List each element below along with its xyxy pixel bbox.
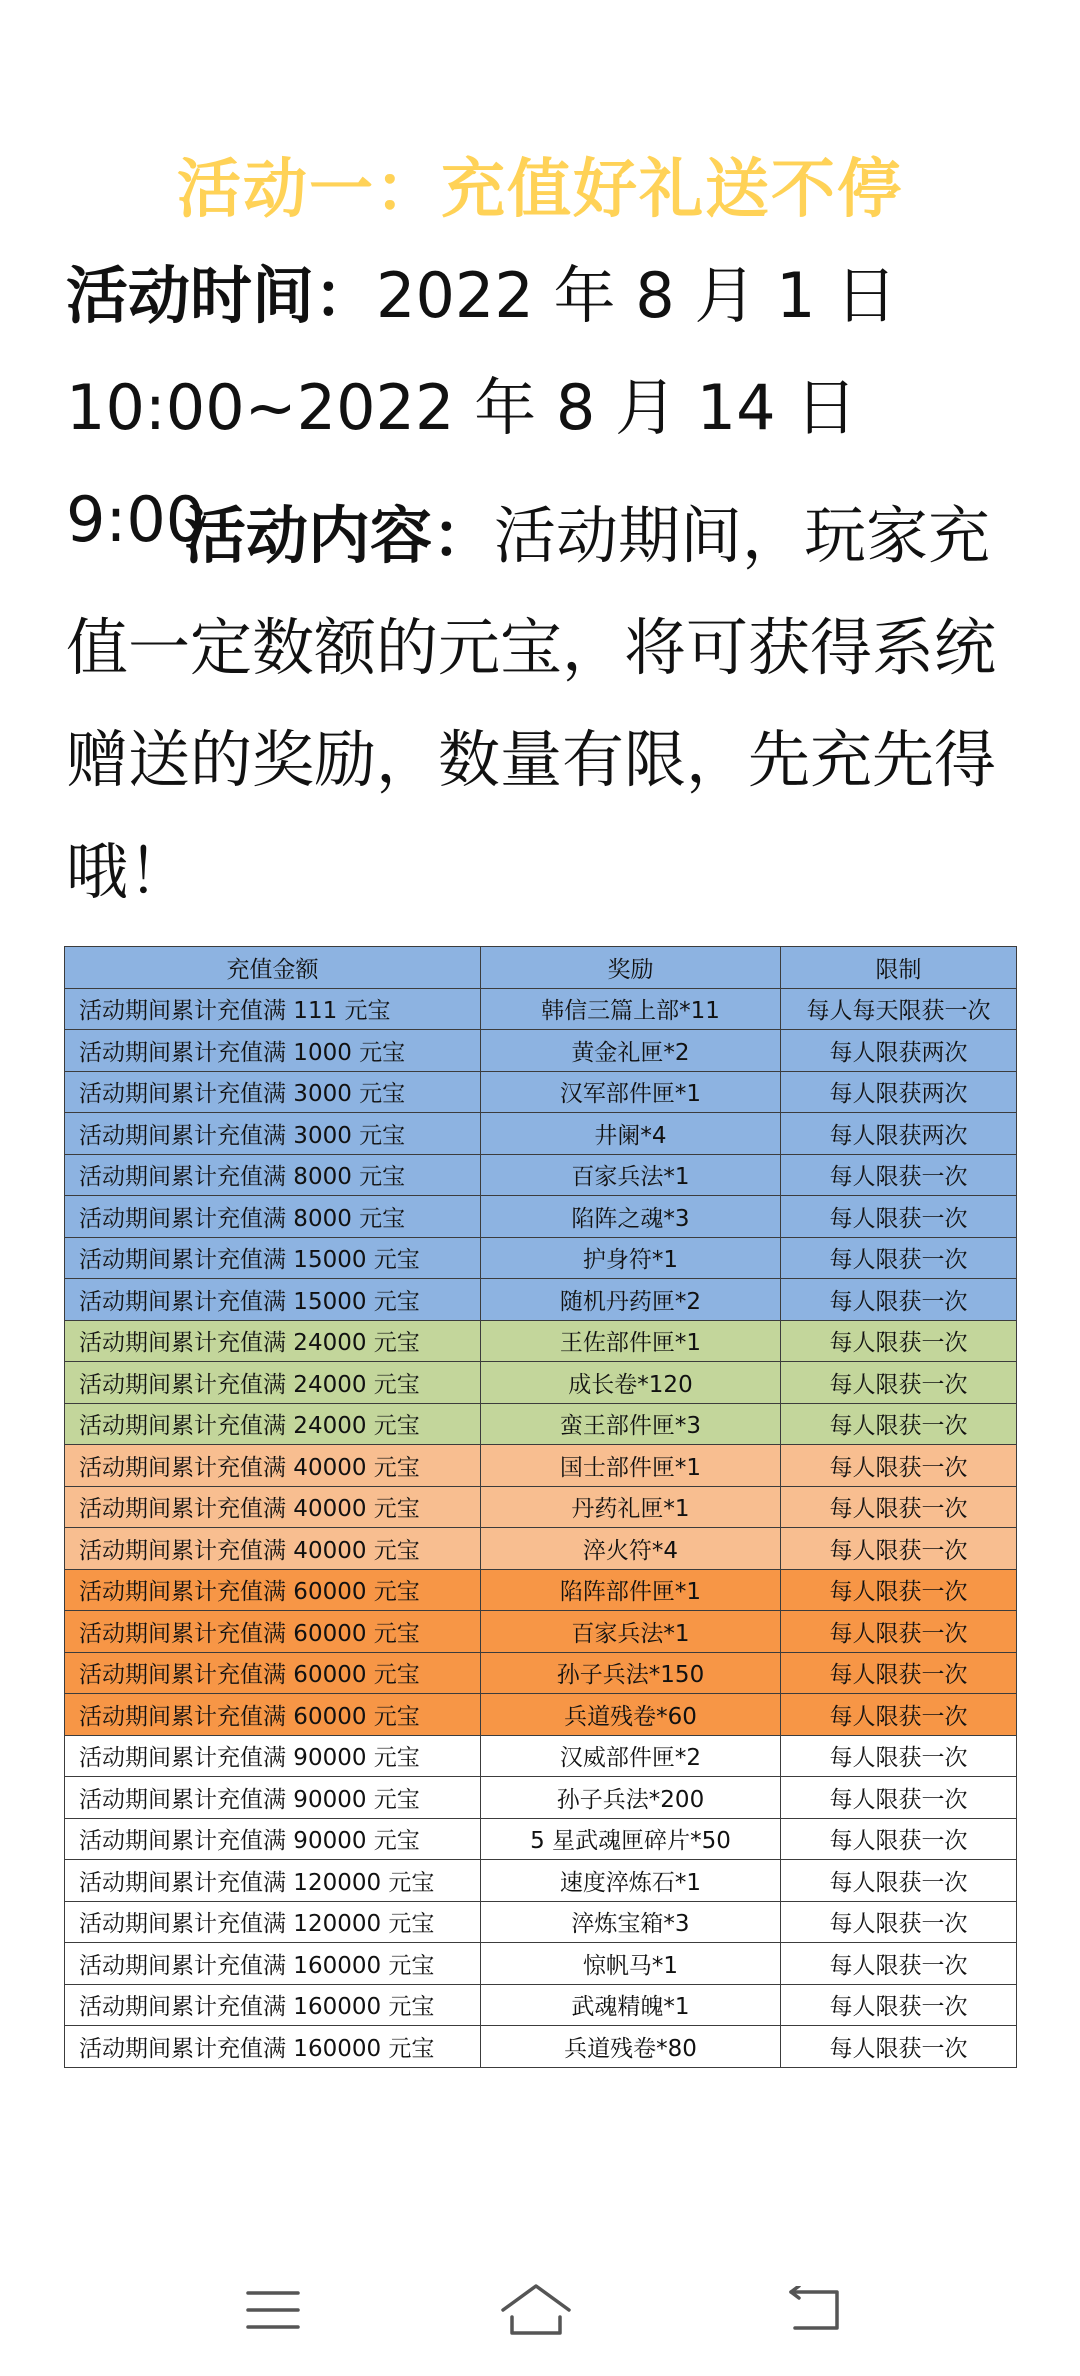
- event-content: [66, 480, 1016, 928]
- home-icon: [500, 2283, 572, 2337]
- limit-cell: 每人限获一次: [781, 1777, 1017, 1819]
- header-limit: 限制: [781, 947, 1017, 989]
- limit-cell: 每人限获一次: [781, 1154, 1017, 1196]
- table-row: [65, 1113, 1017, 1155]
- limit-cell: 每人限获一次: [781, 1652, 1017, 1694]
- limit-cell: 每人每天限获一次: [781, 988, 1017, 1030]
- reward-cell: 井阑*4: [481, 1113, 781, 1155]
- table-row: [65, 1237, 1017, 1279]
- amount-cell: 活动期间累计充值满 24000 元宝: [65, 1362, 481, 1404]
- reward-cell: 惊帆马*1: [481, 1943, 781, 1985]
- reward-cell: 王佐部件匣*1: [481, 1320, 781, 1362]
- reward-cell: 孙子兵法*200: [481, 1777, 781, 1819]
- limit-cell: 每人限获一次: [781, 1901, 1017, 1943]
- amount-cell: 活动期间累计充值满 40000 元宝: [65, 1445, 481, 1487]
- amount-cell: 活动期间累计充值满 8000 元宝: [65, 1154, 481, 1196]
- reward-cell: 武魂精魄*1: [481, 1984, 781, 2026]
- reward-cell: 韩信三篇上部*11: [481, 988, 781, 1030]
- limit-cell: 每人限获两次: [781, 1030, 1017, 1072]
- amount-cell: 活动期间累计充值满 120000 元宝: [65, 1860, 481, 1902]
- reward-cell: 兵道残卷*60: [481, 1694, 781, 1736]
- reward-cell: 陷阵部件匣*1: [481, 1569, 781, 1611]
- limit-cell: 每人限获一次: [781, 1237, 1017, 1279]
- limit-cell: 每人限获一次: [781, 1528, 1017, 1570]
- amount-cell: 活动期间累计充值满 60000 元宝: [65, 1652, 481, 1694]
- reward-cell: 黄金礼匣*2: [481, 1030, 781, 1072]
- limit-cell: 每人限获一次: [781, 1694, 1017, 1736]
- reward-cell: 淬炼宝箱*3: [481, 1901, 781, 1943]
- amount-cell: 活动期间累计充值满 90000 元宝: [65, 1735, 481, 1777]
- amount-cell: 活动期间累计充值满 40000 元宝: [65, 1486, 481, 1528]
- limit-cell: 每人限获一次: [781, 1984, 1017, 2026]
- amount-cell: 活动期间累计充值满 24000 元宝: [65, 1403, 481, 1445]
- amount-cell: 活动期间累计充值满 3000 元宝: [65, 1113, 481, 1155]
- amount-cell: 活动期间累计充值满 160000 元宝: [65, 1943, 481, 1985]
- limit-cell: 每人限获一次: [781, 1486, 1017, 1528]
- limit-cell: 每人限获一次: [781, 1818, 1017, 1860]
- table-row: [65, 2026, 1017, 2068]
- amount-cell: 活动期间累计充值满 40000 元宝: [65, 1528, 481, 1570]
- limit-cell: 每人限获两次: [781, 1071, 1017, 1113]
- limit-cell: 每人限获一次: [781, 1611, 1017, 1653]
- amount-cell: 活动期间累计充值满 60000 元宝: [65, 1694, 481, 1736]
- home-button[interactable]: [481, 2270, 591, 2350]
- amount-cell: 活动期间累计充值满 120000 元宝: [65, 1901, 481, 1943]
- table-row: [65, 1486, 1017, 1528]
- event-content-value: 活动期间，玩家充值一定数额的元宝，将可获得系统赠送的奖励，数量有限，先充先得哦！: [66, 499, 997, 908]
- reward-cell: 淬火符*4: [481, 1528, 781, 1570]
- limit-cell: 每人限获一次: [781, 1362, 1017, 1404]
- table-row: [65, 1735, 1017, 1777]
- amount-cell: 活动期间累计充值满 90000 元宝: [65, 1777, 481, 1819]
- limit-cell: 每人限获一次: [781, 2026, 1017, 2068]
- amount-cell: 活动期间累计充值满 160000 元宝: [65, 2026, 481, 2068]
- limit-cell: 每人限获一次: [781, 1735, 1017, 1777]
- limit-cell: 每人限获一次: [781, 1279, 1017, 1321]
- table-row: [65, 1569, 1017, 1611]
- amount-cell: 活动期间累计充值满 8000 元宝: [65, 1196, 481, 1238]
- limit-cell: 每人限获两次: [781, 1113, 1017, 1155]
- reward-cell: 汉军部件匣*1: [481, 1071, 781, 1113]
- limit-cell: 每人限获一次: [781, 1445, 1017, 1487]
- table-row: [65, 1279, 1017, 1321]
- reward-cell: 百家兵法*1: [481, 1611, 781, 1653]
- limit-cell: 每人限获一次: [781, 1403, 1017, 1445]
- limit-cell: 每人限获一次: [781, 1860, 1017, 1902]
- amount-cell: 活动期间累计充值满 160000 元宝: [65, 1984, 481, 2026]
- reward-cell: 随机丹药匣*2: [481, 1279, 781, 1321]
- table-row: [65, 988, 1017, 1030]
- table-row: [65, 1943, 1017, 1985]
- page-title: 活动一：充值好礼送不停: [177, 153, 903, 227]
- table-row: [65, 1901, 1017, 1943]
- table-row: [65, 1652, 1017, 1694]
- reward-table-container: [64, 946, 1016, 2068]
- table-body: [65, 988, 1017, 2067]
- reward-cell: 百家兵法*1: [481, 1154, 781, 1196]
- table-header-row: [65, 947, 1017, 989]
- table-row: [65, 1611, 1017, 1653]
- limit-cell: 每人限获一次: [781, 1196, 1017, 1238]
- reward-cell: 国士部件匣*1: [481, 1445, 781, 1487]
- reward-cell: 护身符*1: [481, 1237, 781, 1279]
- table-row: [65, 1196, 1017, 1238]
- table-row: [65, 1320, 1017, 1362]
- limit-cell: 每人限获一次: [781, 1943, 1017, 1985]
- reward-cell: 5 星武魂匣碎片*50: [481, 1818, 781, 1860]
- reward-cell: 汉威部件匣*2: [481, 1735, 781, 1777]
- header-amount: 充值金额: [65, 947, 481, 989]
- limit-cell: 每人限获一次: [781, 1320, 1017, 1362]
- header-reward: 奖励: [481, 947, 781, 989]
- table-row: [65, 1030, 1017, 1072]
- table-row: [65, 1445, 1017, 1487]
- amount-cell: 活动期间累计充值满 60000 元宝: [65, 1611, 481, 1653]
- amount-cell: 活动期间累计充值满 15000 元宝: [65, 1237, 481, 1279]
- table-row: [65, 1777, 1017, 1819]
- limit-cell: 每人限获一次: [781, 1569, 1017, 1611]
- back-icon: [787, 2286, 843, 2334]
- table-row: [65, 1818, 1017, 1860]
- table-row: [65, 1694, 1017, 1736]
- table-row: [65, 1071, 1017, 1113]
- event-time-label: 活动时间：: [66, 259, 377, 332]
- back-button[interactable]: [760, 2270, 870, 2350]
- amount-cell: 活动期间累计充值满 90000 元宝: [65, 1818, 481, 1860]
- table-row: [65, 1403, 1017, 1445]
- amount-cell: 活动期间累计充值满 1000 元宝: [65, 1030, 481, 1072]
- amount-cell: 活动期间累计充值满 24000 元宝: [65, 1320, 481, 1362]
- table-row: [65, 1528, 1017, 1570]
- amount-cell: 活动期间累计充值满 3000 元宝: [65, 1071, 481, 1113]
- event-content-label: 活动内容：: [184, 499, 495, 572]
- reward-cell: 兵道残卷*80: [481, 2026, 781, 2068]
- reward-table: [64, 946, 1017, 2068]
- amount-cell: 活动期间累计充值满 60000 元宝: [65, 1569, 481, 1611]
- reward-cell: 孙子兵法*150: [481, 1652, 781, 1694]
- amount-cell: 活动期间累计充值满 15000 元宝: [65, 1279, 481, 1321]
- table-row: [65, 1984, 1017, 2026]
- table-row: [65, 1362, 1017, 1404]
- menu-icon: [246, 2289, 300, 2331]
- table-row: [65, 1154, 1017, 1196]
- reward-cell: 速度淬炼石*1: [481, 1860, 781, 1902]
- reward-cell: 蛮王部件匣*3: [481, 1403, 781, 1445]
- system-nav-bar: [0, 2250, 1080, 2376]
- reward-cell: 成长卷*120: [481, 1362, 781, 1404]
- event-time-value: 2022 年 8 月 1 日 10:00~2022 年 8 月 14 日 9:00: [66, 259, 898, 556]
- menu-button[interactable]: [218, 2270, 328, 2350]
- reward-cell: 陷阵之魂*3: [481, 1196, 781, 1238]
- reward-cell: 丹药礼匣*1: [481, 1486, 781, 1528]
- table-row: [65, 1860, 1017, 1902]
- amount-cell: 活动期间累计充值满 111 元宝: [65, 988, 481, 1030]
